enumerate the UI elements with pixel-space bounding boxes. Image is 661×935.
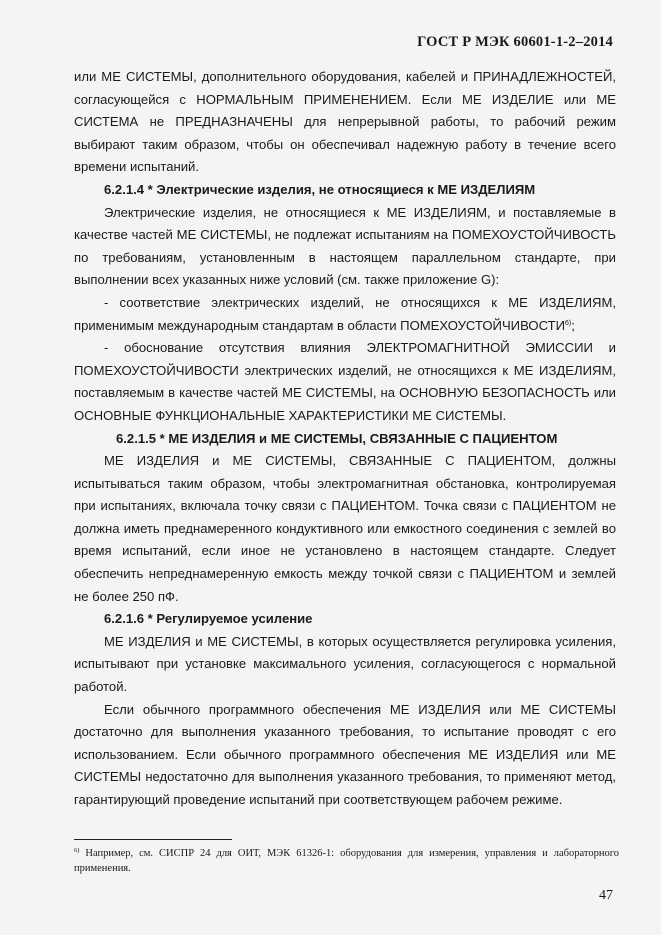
paragraph: МЕ ИЗДЕЛИЯ и МЕ СИСТЕМЫ, в которых осуществляется регулировка усиления, испытывают при установке максимального усиления, согласующегося с нормальной работой.: [74, 633, 616, 695]
main-text: [74, 66, 616, 812]
footnote-marker: 6): [74, 847, 80, 854]
paragraph: или МЕ СИСТЕМЫ, дополнительного оборудования, кабелей и ПРИНАДЛЕЖНОСТЕЙ, согласующейся с НОРМАЛЬНЫМ ПРИМЕНЕНИЕМ. Если МЕ ИЗДЕЛИЕ или МЕ СИСТЕМА не ПРЕДНАЗНАЧЕНЫ для непрерывной работы, то рабочий режим выбирают таким образом, чтобы он обеспечивал надежную работу в течение всего времени испытаний.: [74, 69, 616, 175]
paragraph: Если обычного программного обеспечения МЕ ИЗДЕЛИЯ или МЕ СИСТЕМЫ достаточно для выполнения указанного требования, то испытание проводят с его использованием. Если обычного программного обеспечения МЕ ИЗДЕЛИЯ или МЕ СИСТЕМЫ недостаточно для выполнения указанного требования, то применяют метод, гарантирующий проведение испытаний при соответствующем рабочем режиме.: [74, 701, 616, 807]
standard-header: ГОСТ Р МЭК 60601-1-2–2014: [417, 34, 613, 50]
section-heading-6-2-1-5: 6.2.1.5 * МЕ ИЗДЕЛИЯ и МЕ СИСТЕМЫ, СВЯЗАННЫЕ С ПАЦИЕНТОМ: [116, 430, 558, 446]
paragraph: - обоснование отсутствия влияния ЭЛЕКТРОМАГНИТНОЙ ЭМИССИИ и ПОМЕХОУСТОЙЧИВОСТИ электрических изделий, не относящихся к МЕ ИЗДЕЛИЯМ, поставляемым в качестве частей МЕ СИСТЕМЫ, на ОСНОВНУЮ БЕЗОПАСНОСТЬ или ОСНОВНЫЕ ФУНКЦИОНАЛЬНЫЕ ХАРАКТЕРИСТИКИ МЕ СИСТЕМЫ.: [74, 340, 616, 423]
footnote-divider: [74, 839, 232, 840]
section-heading-6-2-1-6: 6.2.1.6 * Регулируемое усиление: [104, 611, 313, 627]
paragraph: Электрические изделия, не относящиеся к МЕ ИЗДЕЛИЯМ, и поставляемые в качестве частей МЕ СИСТЕМЫ, не подлежат испытаниям на ПОМЕХОУСТОЙЧИВОСТЬ по требованиям, установленным в настоящем параллельном стандарте, при выполнении всех указанных ниже условий (см. также приложение G):: [74, 204, 616, 288]
paragraph: МЕ ИЗДЕЛИЯ и МЕ СИСТЕМЫ, СВЯЗАННЫЕ С ПАЦИЕНТОМ, должны испытываться таким образом, чтобы электромагнитная обстановка, контролируемая при испытаниях, включала точку связи с ПАЦИЕНТОМ. Точка связи с ПАЦИЕНТОМ не должна иметь преднамеренного кондуктивного или емкостного соединения с землей во время испытаний, если иное не установлено в настоящем стандарте. Следует обеспечить непреднамеренную емкость между точкой связи с ПАЦИЕНТОМ и землей не более 250 пФ.: [74, 453, 616, 604]
footnote-text: Например, см. СИСПР 24 для ОИТ, МЭК 61326-1: оборудования для измерения, управления и лабораторного применения.: [74, 848, 619, 874]
footnote: [74, 846, 619, 876]
footnote-reference: 6): [565, 319, 572, 327]
section-heading-6-2-1-4: 6.2.1.4 * Электрические изделия, не относящиеся к МЕ ИЗДЕЛИЯМ: [104, 181, 536, 197]
paragraph-with-footnote-ref: [74, 292, 616, 337]
paragraph-end: ;: [571, 317, 575, 333]
page-number: 47: [599, 888, 613, 903]
paragraph-text: - соответствие электрических изделий, не относящихся к МЕ ИЗДЕЛИЯМ, применимым международным стандартам в области ПОМЕХОУСТОЙЧИВОСТИ: [74, 294, 616, 333]
